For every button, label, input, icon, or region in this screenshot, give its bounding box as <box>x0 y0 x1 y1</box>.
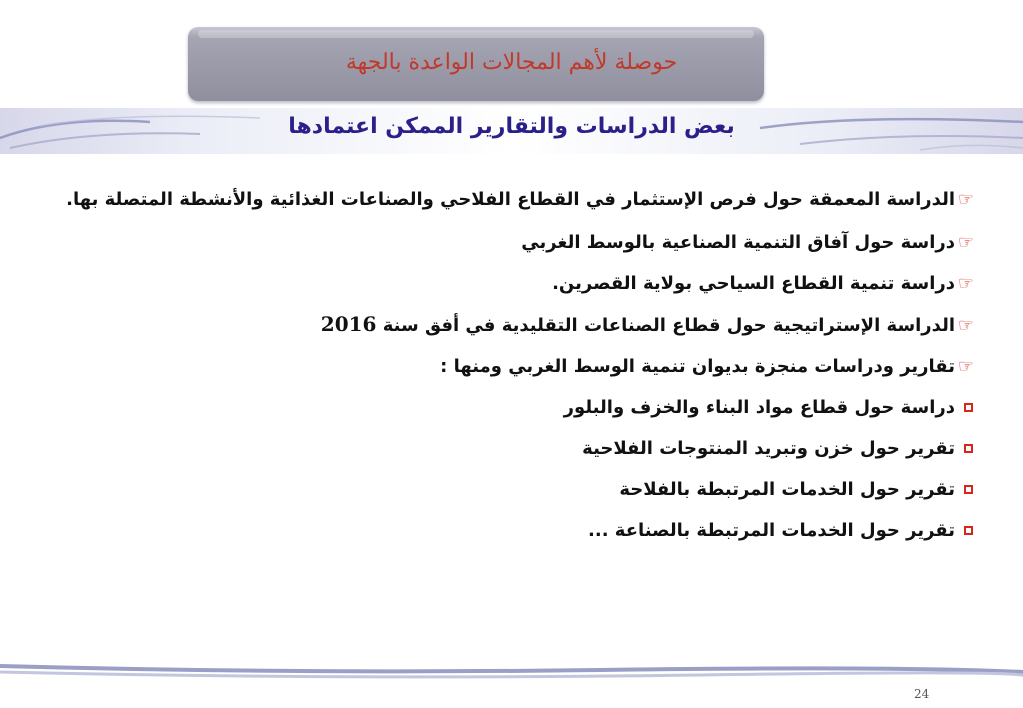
item-year: 2016 <box>320 312 377 336</box>
list-item <box>47 178 977 222</box>
hand-pointer-icon: ☞ <box>957 356 975 377</box>
title-banner-shine <box>198 30 754 38</box>
list-item <box>47 428 977 469</box>
item-text: دراسة تنمية القطاع السياحي بولاية القصرين. <box>552 273 955 294</box>
footer-swoosh <box>0 660 1023 684</box>
page-number: 24 <box>914 687 930 701</box>
list-item <box>47 387 977 428</box>
item-text: الدراسة الإستراتيجية حول قطاع الصناعات التقليدية في أفق سنة <box>382 315 955 336</box>
hand-pointer-icon: ☞ <box>957 273 975 294</box>
square-bullet-icon <box>964 526 973 535</box>
hand-pointer-icon: ☞ <box>957 232 975 253</box>
item-text: تقرير حول الخدمات المرتبطة بالفلاحة <box>619 479 955 500</box>
list-item <box>47 346 977 387</box>
item-text: تقرير حول خزن وتبريد المنتوجات الفلاحية <box>582 438 955 459</box>
list-item <box>47 263 977 304</box>
square-bullet-icon <box>964 485 973 494</box>
item-text: الدراسة المعمقة حول فرص الإستثمار في القطاع الفلاحي والصناعات الغذائية والأنشطة المتصلة بها. <box>66 189 955 210</box>
square-bullet-icon <box>964 444 973 453</box>
item-text: دراسة حول قطاع مواد البناء والخزف والبلور <box>563 397 955 418</box>
list-item <box>47 510 977 551</box>
item-text: تقارير ودراسات منجزة بديوان تنمية الوسط الغربي ومنها : <box>440 356 955 377</box>
square-bullet-icon <box>964 403 973 412</box>
list-item <box>47 222 977 263</box>
slide-title: حوصلة لأهم المجالات الواعدة بالجهة <box>345 50 678 75</box>
list-item <box>47 304 977 346</box>
list-item <box>47 469 977 510</box>
hand-pointer-icon: ☞ <box>957 189 975 210</box>
bullet-list <box>47 178 977 551</box>
hand-pointer-icon: ☞ <box>957 315 975 336</box>
item-text: تقرير حول الخدمات المرتبطة بالصناعة ... <box>588 520 955 541</box>
slide-subtitle: بعض الدراسات والتقارير الممكن اعتمادها <box>288 114 735 139</box>
item-text: دراسة حول آفاق التنمية الصناعية بالوسط الغربي <box>521 232 955 253</box>
